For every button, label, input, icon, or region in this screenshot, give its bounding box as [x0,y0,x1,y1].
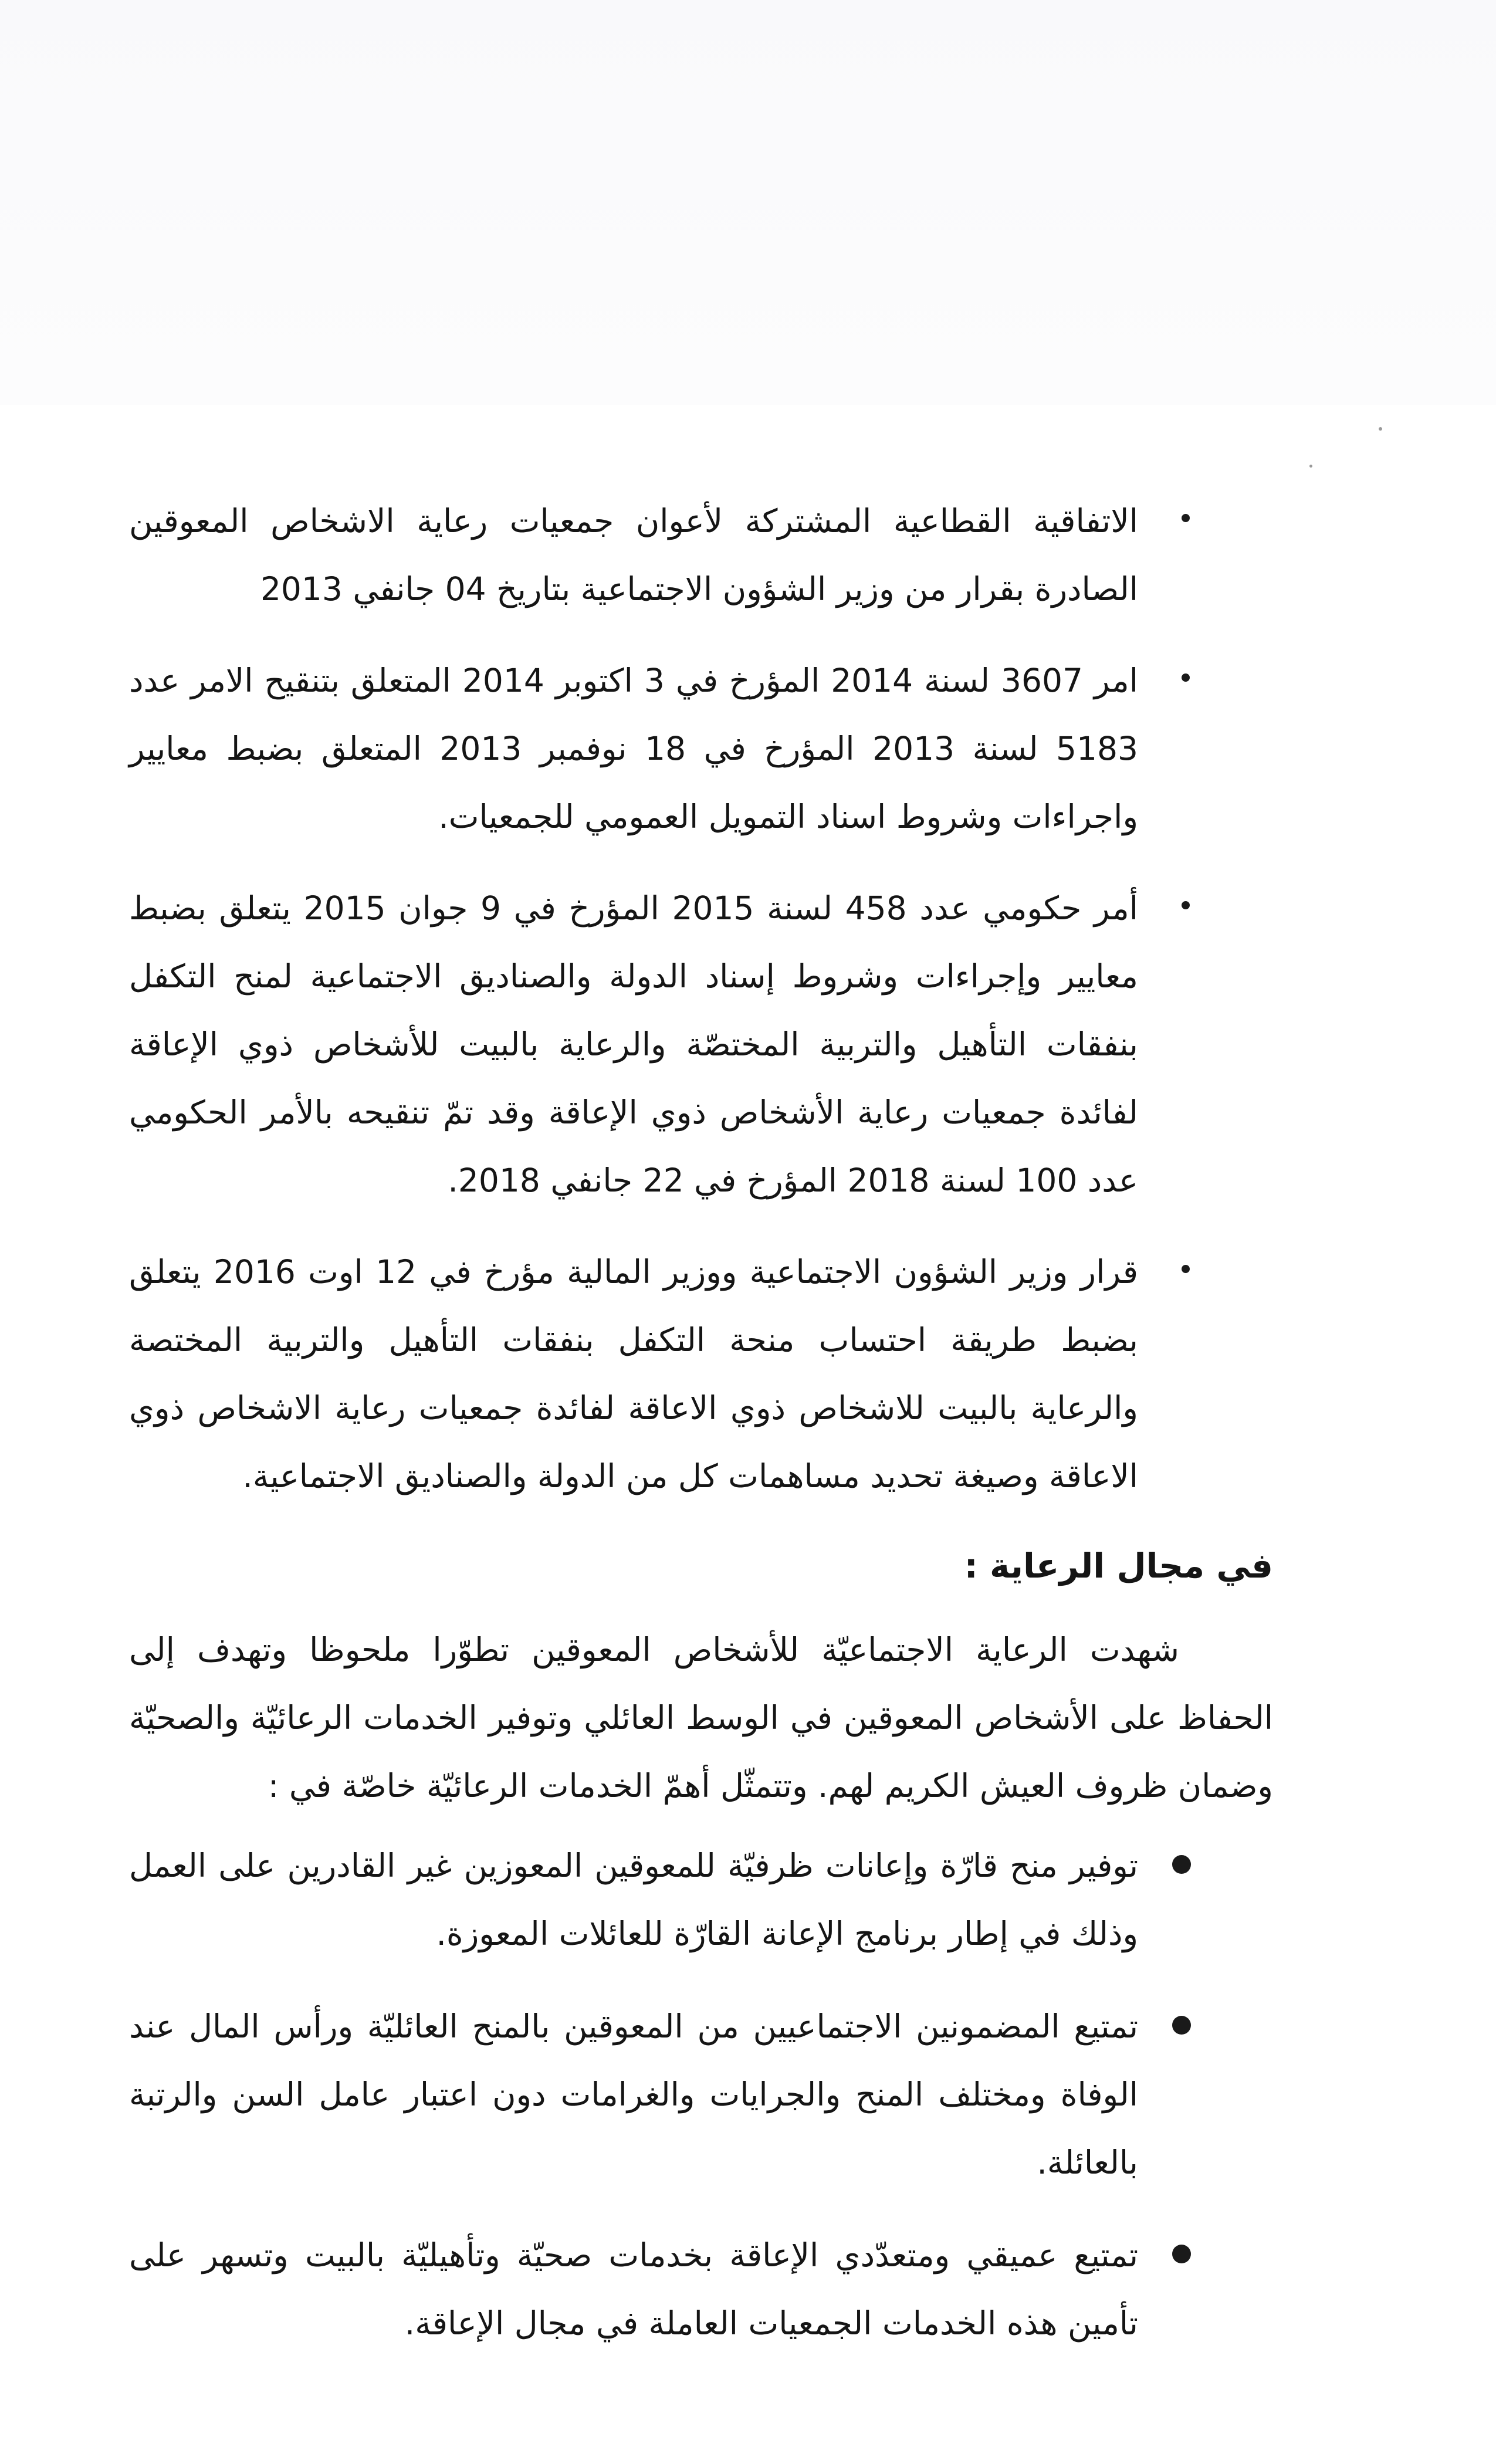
bullet-icon [1182,514,1190,522]
legal-text-3: أمر حكومي عدد 458 لسنة 2015 المؤرخ في 9 جوان 2015 يتعلق بضبط معايير وإجراءات وشروط إسناد الدولة والصناديق الاجتماعية لمنح التكفل بنفقات التأهيل والتربية المختصّة والرعاية بالبيت للأشخاص ذوي الإعاقة لفائدة جمعيات رعاية الأشخاص ذوي الإعاقة وقد تمّ تنقيحه بالأمر الحكومي عدد 100 لسنة 2018 المؤرخ في 22 جانفي 2018. [129,889,1138,1199]
document-body [129,487,1273,2382]
list-item [129,1992,1185,2196]
document-page [0,405,1496,2464]
care-service-3: تمتيع عميقي ومتعدّدي الإعاقة بخدمات صحيّة وتأهيليّة بالبيت وتسهر على تأمين هذه الخدمات الجمعيات العاملة في مجال الإعاقة. [129,2236,1138,2342]
bullet-icon [1182,1265,1190,1273]
bullet-icon [1182,673,1190,682]
legal-texts-list [129,487,1185,1510]
legal-text-4: قرار وزير الشؤون الاجتماعية ووزير المالية مؤرخ في 12 اوت 2016 يتعلق بضبط طريقة احتساب منحة التكفل بنفقات التأهيل والتربية المختصة والرعاية بالبيت للاشخاص ذوي الاعاقة لفائدة جمعيات رعاية الاشخاص ذوي الاعاقة وصيغة تحديد مساهمات كل من الدولة والصناديق الاجتماعية. [129,1253,1138,1495]
legal-text-2: امر 3607 لسنة 2014 المؤرخ في 3 اكتوبر 2014 المتعلق بتنقيح الامر عدد 5183 لسنة 2013 المؤرخ في 18 نوفمبر 2013 المتعلق بضبط معايير واجراءات وشروط اسناد التمويل العمومي للجمعيات. [129,662,1139,835]
list-item [129,1238,1185,1510]
scan-speck [1379,427,1382,431]
scan-speck [1309,465,1312,468]
care-services-list [129,1832,1185,2357]
list-item [129,647,1185,851]
list-item [129,487,1185,623]
bullet-icon [1172,1855,1191,1874]
bullet-icon [1172,2245,1191,2263]
list-item [129,874,1185,1214]
legal-text-1: الاتفاقية القطاعية المشتركة لأعوان جمعيات رعاية الاشخاص المعوقين الصادرة بقرار من وزير الشؤون الاجتماعية بتاريخ 04 جانفي 2013 [129,502,1138,608]
scan-blank-top-margin [0,0,1496,405]
bullet-icon [1182,901,1190,909]
care-service-2: تمتيع المضمونين الاجتماعيين من المعوقين بالمنح العائليّة ورأس المال عند الوفاة ومختلف المنح والجرايات والغرامات دون اعتبار عامل السن والرتبة بالعائلة. [129,2008,1138,2181]
list-item [129,2221,1185,2357]
care-section-intro: شهدت الرعاية الاجتماعيّة للأشخاص المعوقين تطوّرا ملحوظا وتهدف إلى الحفاظ على الأشخاص المعوقين في الوسط العائلي وتوفير الخدمات الرعائيّة والصحيّة وضمان ظروف العيش الكريم لهم. وتتمثّل أهمّ الخدمات الرعائيّة خاصّة في : [129,1631,1273,1805]
bullet-icon [1172,2016,1191,2035]
list-item [129,1832,1185,1968]
care-section-heading: في مجال الرعاية : [964,1546,1273,1586]
care-service-1: توفير منح قارّة وإعانات ظرفيّة للمعوقين المعوزين غير القادرين على العمل وذلك في إطار برنامج الإعانة القارّة للعائلات المعوزة. [129,1847,1138,1952]
